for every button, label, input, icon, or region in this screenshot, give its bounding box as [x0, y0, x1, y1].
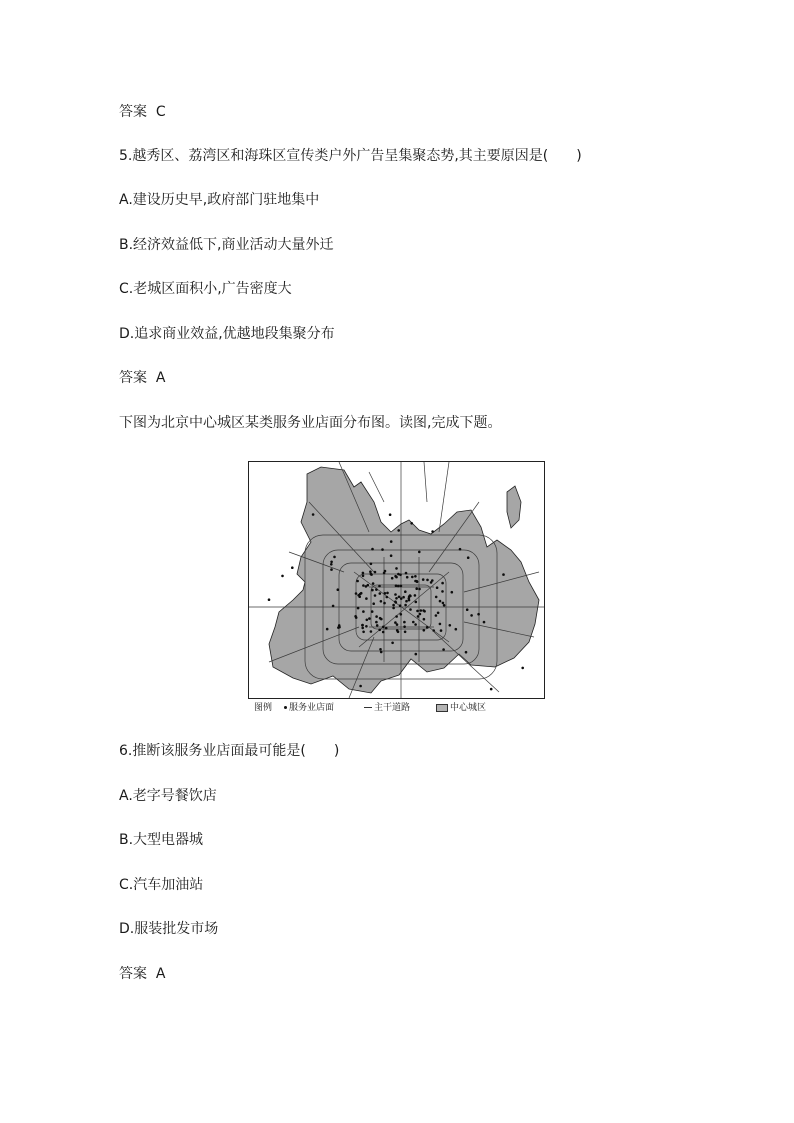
answer-value: A [155, 966, 166, 982]
store-point [375, 621, 378, 624]
store-point [372, 582, 375, 585]
store-point [410, 522, 413, 525]
store-point [375, 615, 378, 618]
store-point [423, 629, 426, 632]
store-point [366, 619, 369, 622]
store-point [268, 598, 271, 601]
store-point [400, 585, 403, 588]
store-point [418, 588, 421, 591]
store-point [362, 631, 365, 634]
legend-area-label: 中心城区 [450, 703, 487, 713]
store-point [404, 604, 407, 607]
store-point [392, 607, 395, 610]
store-point [402, 596, 405, 599]
figure-intro: 下图为北京中心城区某类服务业店面分布图。读图,完成下题。 [119, 415, 502, 431]
store-point [330, 568, 333, 571]
store-point [326, 628, 329, 631]
store-point [395, 567, 398, 570]
beijing-store-map [248, 461, 545, 699]
store-point [330, 563, 333, 566]
question-6-stem: 6.推断该服务业店面最可能是( ) [119, 743, 340, 759]
q5-option-b: B.经济效益低下,商业活动大量外迁 [119, 237, 334, 253]
store-point [409, 594, 412, 597]
store-point [442, 602, 445, 605]
store-point [391, 577, 394, 580]
answer-line-prev [119, 102, 166, 122]
store-point [365, 625, 368, 628]
store-point [397, 585, 400, 588]
store-point [384, 592, 387, 595]
store-point [502, 573, 505, 576]
store-point [370, 563, 373, 566]
answer-label: 答案 [119, 966, 147, 982]
store-point [380, 600, 383, 603]
store-point [467, 556, 470, 559]
store-point [379, 648, 382, 651]
store-point [406, 576, 409, 579]
store-point [416, 610, 419, 613]
store-point [371, 548, 374, 551]
legend-road [364, 700, 410, 716]
legend-store-label: 服务业店面 [289, 703, 335, 713]
store-point [416, 581, 419, 584]
store-point [403, 625, 406, 628]
store-point [394, 575, 397, 578]
store-point [400, 613, 403, 616]
store-point [490, 688, 493, 691]
map-canvas [249, 462, 544, 698]
store-point [357, 607, 360, 610]
store-point [370, 630, 373, 633]
store-point [379, 592, 382, 595]
store-point [441, 590, 444, 593]
store-point [355, 592, 358, 595]
q6-option-b: B.大型电器城 [119, 832, 204, 848]
store-point [477, 613, 480, 616]
store-point [470, 614, 473, 617]
store-point [397, 529, 400, 532]
store-point [397, 573, 400, 576]
store-point [405, 600, 408, 603]
store-point [415, 653, 418, 656]
store-point [337, 588, 340, 591]
store-point [367, 584, 370, 587]
store-point [396, 623, 399, 626]
q5-option-c: C.老城区面积小,广告密度大 [119, 281, 292, 297]
store-point [338, 624, 341, 627]
store-point [459, 548, 462, 551]
store-point [443, 604, 446, 607]
east-enclave-area [507, 486, 521, 528]
store-point [436, 586, 439, 589]
store-point [449, 624, 452, 627]
store-point [330, 561, 333, 564]
store-point [422, 578, 425, 581]
store-point [405, 572, 408, 575]
legend-area [436, 700, 486, 716]
store-point [389, 513, 392, 516]
store-point [332, 605, 335, 608]
store-point [455, 628, 458, 631]
store-point [359, 685, 362, 688]
store-point [374, 594, 377, 597]
store-point [426, 626, 429, 629]
store-point [382, 631, 385, 634]
store-point [378, 585, 381, 588]
store-point [426, 579, 429, 582]
store-point [521, 667, 524, 670]
q5-option-d: D.追求商业效益,优越地段集聚分布 [119, 326, 335, 342]
q5-option-a: A.建设历史早,政府部门驻地集中 [119, 192, 320, 208]
store-point [418, 551, 421, 554]
store-point [398, 596, 401, 599]
store-point [439, 623, 442, 626]
store-point [362, 584, 365, 587]
answer-value: C [155, 104, 166, 120]
answer-label: 答案 [119, 104, 147, 120]
q6-option-d: D.服装批发市场 [119, 921, 219, 937]
store-point [383, 602, 386, 605]
store-point [386, 596, 389, 599]
store-point [385, 627, 388, 630]
store-point [369, 570, 372, 573]
answer-line-q6 [119, 964, 165, 984]
store-point [440, 629, 443, 632]
store-point [451, 591, 454, 594]
store-point [362, 575, 365, 578]
store-point [437, 612, 440, 615]
store-point [382, 626, 385, 629]
store-point [354, 615, 357, 618]
store-point [281, 575, 284, 578]
legend-title: 图例 [254, 703, 273, 713]
store-point [375, 588, 378, 591]
store-point [441, 582, 444, 585]
store-point [404, 590, 407, 593]
store-point [395, 597, 398, 600]
store-point [414, 623, 417, 626]
store-point [394, 600, 397, 603]
store-point [403, 621, 406, 624]
store-point [361, 624, 364, 627]
store-point [419, 613, 422, 616]
map-legend [254, 700, 554, 716]
store-point [395, 615, 398, 618]
answer-line-q5 [119, 368, 165, 388]
store-point [357, 594, 360, 597]
store-point [370, 573, 373, 576]
legend-store [284, 700, 334, 716]
store-point [394, 593, 397, 596]
store-point [465, 651, 468, 654]
q6-option-c: C.汽车加油站 [119, 877, 204, 893]
store-point [362, 572, 365, 575]
store-point [423, 618, 426, 621]
store-point [384, 570, 387, 573]
store-point [430, 581, 433, 584]
store-point [414, 575, 417, 578]
store-point [376, 624, 379, 627]
store-point [362, 610, 365, 613]
store-dot-icon [284, 706, 287, 709]
store-point [483, 621, 486, 624]
store-point [390, 540, 393, 543]
store-point [412, 621, 415, 624]
road-line-icon [364, 707, 372, 708]
question-5-stem: 5.越秀区、荔湾区和海珠区宣传类户外广告呈集聚态势,其主要原因是( ) [119, 148, 582, 164]
store-point [356, 580, 359, 583]
store-point [417, 615, 420, 618]
store-point [391, 642, 394, 645]
store-point [414, 594, 417, 597]
answer-label: 答案 [119, 370, 147, 386]
store-point [432, 629, 435, 632]
area-swatch-icon [436, 704, 448, 712]
store-point [420, 609, 423, 612]
legend-road-label: 主干道路 [374, 703, 411, 713]
central-district-area [269, 467, 539, 693]
store-point [439, 600, 442, 603]
store-point [390, 554, 393, 557]
store-point [435, 596, 438, 599]
store-point [399, 604, 402, 607]
store-point [371, 589, 374, 592]
store-point [368, 617, 371, 620]
store-point [409, 608, 412, 611]
store-point [378, 629, 381, 632]
store-point [374, 571, 377, 574]
store-point [365, 597, 368, 600]
store-point [397, 631, 400, 634]
store-point [415, 587, 418, 590]
store-point [422, 609, 425, 612]
store-point [404, 631, 407, 634]
store-point [466, 608, 469, 611]
road-line [424, 462, 427, 502]
q6-option-a: A.老字号餐饮店 [119, 788, 217, 804]
store-point [379, 617, 382, 620]
store-point [386, 592, 389, 595]
store-point [291, 566, 294, 569]
store-point [408, 599, 411, 602]
store-point [395, 584, 398, 587]
store-point [371, 610, 374, 613]
store-point [400, 597, 403, 600]
store-point [380, 651, 383, 654]
store-point [435, 614, 438, 617]
store-point [392, 604, 395, 607]
store-point [333, 556, 336, 559]
store-point [312, 513, 315, 516]
answer-value: A [155, 370, 166, 386]
store-point [415, 601, 418, 604]
store-point [411, 576, 414, 579]
store-point [361, 627, 364, 630]
store-point [372, 602, 375, 605]
store-point [431, 530, 434, 533]
store-point [442, 648, 445, 651]
store-point [381, 548, 384, 551]
